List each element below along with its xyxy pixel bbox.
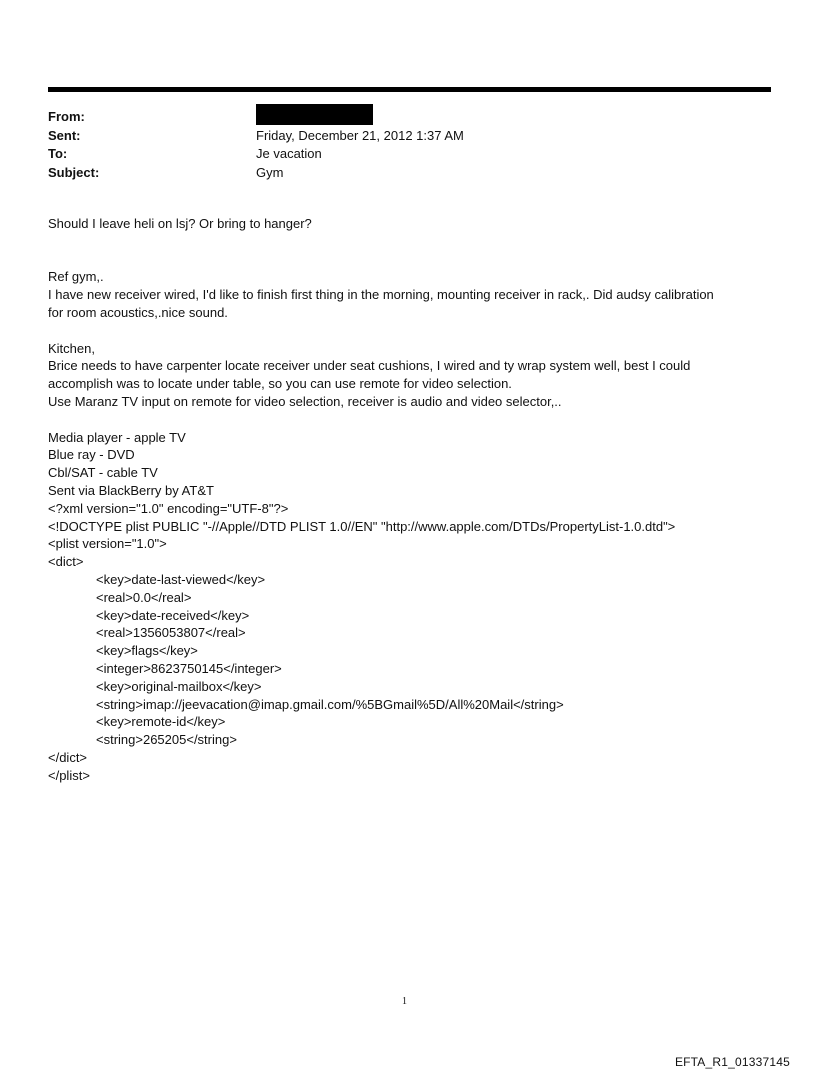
sent-value: Friday, December 21, 2012 1:37 AM	[256, 127, 464, 143]
to-label: To:	[48, 146, 68, 161]
ref-heading: Ref gym,.	[48, 269, 104, 285]
subject-label: Subject:	[48, 164, 100, 180]
kitchen-line: Brice needs to have carpenter locate receiver under seat cushions, I wired and ty wrap system well, best I could	[48, 358, 691, 374]
question-line: Should I leave heli on lsj? Or bring to hanger?	[48, 216, 312, 231]
plist-entry: <key>date-last-viewed</key>	[96, 571, 266, 587]
kitchen-line: accomplish was to locate under table, so you can use remote for video selection.	[48, 376, 512, 392]
sent-row	[48, 127, 768, 146]
sent-label: Sent:	[48, 127, 81, 143]
email-body	[48, 215, 778, 785]
signature-line: Sent via BlackBerry by AT&T	[48, 482, 214, 498]
page-number: 1	[402, 996, 407, 1007]
plist-xml-declaration: <?xml version="1.0" encoding="UTF-8"?>	[48, 500, 289, 516]
plist-entry: <real>0.0</real>	[96, 589, 192, 605]
subject-value: Gym	[256, 164, 284, 180]
redacted-sender	[256, 104, 373, 125]
from-label: From:	[48, 109, 85, 124]
plist-close-tag: </plist>	[48, 767, 90, 783]
dict-open-tag: <dict>	[48, 554, 84, 570]
to-row	[48, 145, 768, 164]
subject-row	[48, 164, 768, 183]
plist-entry: <key>remote-id</key>	[96, 714, 226, 730]
kitchen-heading: Kitchen,	[48, 340, 95, 356]
kitchen-line: Use Maranz TV input on remote for video selection, receiver is audio and video selector,..	[48, 393, 562, 409]
dict-close-tag: </dict>	[48, 749, 88, 765]
email-header	[48, 108, 768, 182]
plist-entry: <string>265205</string>	[96, 732, 237, 748]
plist-doctype: <!DOCTYPE plist PUBLIC "-//Apple//DTD PLIST 1.0//EN" "http://www.apple.com/DTDs/PropertyList-1.0.dtd">	[48, 518, 676, 534]
plist-entry: <integer>8623750145</integer>	[96, 660, 282, 676]
plist-open-tag: <plist version="1.0">	[48, 536, 167, 552]
plist-entry: <key>original-mailbox</key>	[96, 678, 262, 694]
media-line: Media player - apple TV	[48, 429, 186, 445]
from-row	[48, 108, 768, 127]
ref-line: for room acoustics,.nice sound.	[48, 304, 228, 320]
plist-entry: <key>flags</key>	[96, 643, 198, 659]
plist-entry: <string>imap://jeevacation@imap.gmail.com/%5BGmail%5D/All%20Mail</string>	[96, 696, 564, 712]
to-value: Je vacation	[256, 146, 322, 161]
plist-entry: <real>1356053807</real>	[96, 625, 246, 641]
plist-entry: <key>date-received</key>	[96, 607, 250, 623]
media-line: Blue ray - DVD	[48, 447, 135, 463]
header-rule	[48, 87, 771, 92]
bates-number: EFTA_R1_01337145	[674, 1055, 790, 1069]
media-line: Cbl/SAT - cable TV	[48, 465, 158, 481]
ref-line: I have new receiver wired, I'd like to finish first thing in the morning, mounting receiver in rack,. Did audsy calibration	[48, 287, 714, 303]
